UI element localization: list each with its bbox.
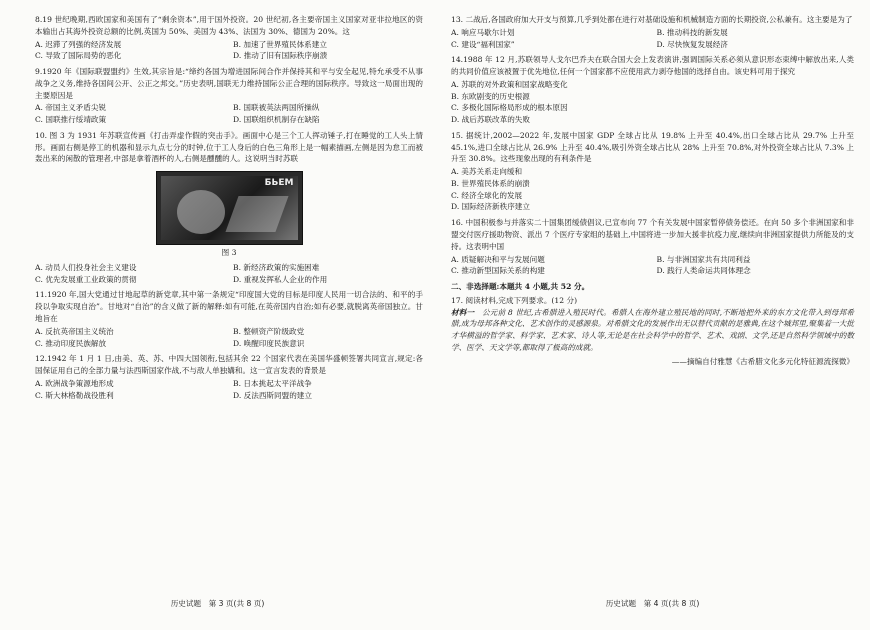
option-a: A. 反抗英帝国主义统治 (35, 326, 114, 336)
option-d: D. 重视发挥私人企业的作用 (233, 274, 328, 284)
question-9 (35, 66, 423, 126)
option-a: A. 欧洲战争策源地形成 (35, 378, 114, 388)
option-c: C. 多极化国际格局形成的根本原因 (451, 103, 568, 113)
question-stem: 12.1942 年 1 月 1 日,由美、英、苏、中四大国领衔,包括其余 22 个国家代表在美国华盛顿签署共同宣言,规定:各国保证用自己的全部力量与法西斯国家作战,不与敌人单独媾和。这一宣言发表的背景是 (35, 354, 423, 376)
question-10 (35, 130, 423, 286)
question-15 (451, 130, 854, 213)
page-footer: 历史试题 第 4 页(共 8 页) (605, 599, 700, 609)
question-13 (451, 14, 854, 50)
option-d: D. 反法西斯同盟的建立 (233, 390, 312, 400)
question-stem: 13. 二战后,各国政府加大开支与预算,几乎到处都在进行对基础设施和机械制造方面的长期投资,公私兼有。这主要是为了 (451, 15, 853, 24)
question-stem: 9.1920 年《国际联盟盟约》生效,其宗旨是:“缔约各国为增进国际间合作并保持其和平与安全起见,特允承受不从事战争之义务,维持各国间公开、公正之邦交。”历史表明,国联无力维持国际公正合理的国际秩序。导致这一局面出现的主要原因是 (35, 67, 423, 100)
option-d: D. 国际经济新秩序建立 (451, 202, 530, 212)
question-stem: 10. 图 3 为 1931 年苏联宣传画《打击弄虚作假的突击手》。画面中心是三个工人挥动锤子,打在睡觉的工人头上情形。画面右侧是停工的机器和显示九点七分的时钟,位于工人身后的白色三角形上是一幅素描画,左侧是因为怠工而被轰出来的闲散的管理者,中部是拿着酒杯的人,右侧是醺醺的人。这说明当时苏联 (35, 130, 423, 164)
option-a: A. 迟滞了列强的经济发展 (35, 39, 122, 49)
options (35, 262, 423, 286)
question-stem: 16. 中国积极参与并落实二十国集团缓债倡议,已宣布向 77 个有关发展中国家暂停债务偿还。在向 50 多个非洲国家和非盟交付医疗援助物资、派出 7 个医疗专家组的基础上,中国将进一步加大援非抗疫力度,继续向非洲国家提供力所能及的支持。这表明中国 (451, 218, 854, 251)
option-c: C. 优先发展重工业政策的贯彻 (35, 274, 137, 284)
option-b: B. 推动科技的新发展 (656, 27, 728, 37)
option-b: B. 整顿资产阶级政党 (233, 326, 305, 336)
options (451, 166, 854, 213)
option-c: C. 推动印度民族解放 (35, 338, 107, 348)
option-a: A. 质疑解决和平与发展问题 (451, 254, 545, 264)
question-stem: 14.1988 年 12 月,苏联领导人戈尔巴乔夫在联合国大会上发表演讲,强调国际关系必须从意识形态束缚中解放出来,人类的共同价值应该被置于优先地位,任何一个国家都不应使用武力剥夺他国的选择自由。该史料可用于探究 (451, 55, 854, 77)
poster-title: БЬЕМ (264, 178, 294, 189)
option-d: D. 践行人类命运共同体理念 (656, 266, 751, 276)
question-stem: 11.1920 年,国大党通过甘地起草的新党章,其中第一条规定“印度国大党的目标是印度人民用一切合法的、和平的手段以争取实现自治”。甘地对“自治”的含义做了新的解释:如有可能,在英帝国内自治;如有必要,就脱离英帝国独立。甘地旨在 (35, 290, 423, 324)
options (35, 102, 423, 126)
question-12 (35, 353, 423, 401)
option-d: D. 尽快恢复发展经济 (656, 39, 728, 49)
option-b: B. 加速了世界殖民体系建立 (233, 39, 327, 49)
option-b: B. 与非洲国家共有共同利益 (656, 254, 751, 264)
option-c: C. 国联推行绥靖政策 (35, 115, 107, 125)
question-11 (35, 289, 423, 349)
question-stem: 17. 阅读材料,完成下列要求。(12 分) (451, 295, 578, 305)
option-b: B. 国联被英法两国所操纵 (233, 103, 320, 113)
poster-figure-shape (177, 190, 225, 234)
option-d: D. 唤醒印度民族意识 (233, 338, 305, 348)
question-16 (451, 217, 854, 277)
option-a: A. 帝国主义矛盾尖锐 (35, 103, 107, 113)
option-a: A. 美苏关系走向缓和 (451, 167, 523, 177)
option-c: C. 推动新型国际关系的构建 (451, 266, 545, 276)
options (451, 254, 854, 278)
option-c: C. 经济全球化的发展 (451, 190, 523, 200)
option-c: C. 导致了国际局势的恶化 (35, 51, 122, 61)
option-c: C. 建设“福利国家” (451, 39, 515, 49)
option-b: B. 新经济政策的实施困难 (233, 262, 320, 272)
propaganda-poster-image (156, 171, 303, 245)
question-8 (35, 14, 423, 62)
question-stem: 8.19 世纪晚期,西欧国家和美国有了“剩余资本”,用于国外投资。20 世纪初,各主要帝国主义国家对亚非拉地区的资本输出占其海外投资总额的比例,英国为 50%、美国为 43%、法国为 30%、德国为 20%。这 (35, 15, 423, 36)
figure-caption: 图 3 (221, 248, 237, 258)
page-footer: 历史试题 第 3 页(共 8 页) (170, 599, 265, 609)
options (35, 39, 423, 63)
option-d: D. 国联组织机制存在缺陷 (233, 115, 320, 125)
section-heading: 二、非选择题:本题共 4 小题,共 52 分。 (451, 282, 590, 292)
question-stem: 15. 据统计,2002—2022 年,发展中国家 GDP 全球占比从 19.8% 上升至 40.4%,出口全球占比从 29.7% 上升至 45.1%,进口全球占比从 26.9% 上升至 40.4%,吸引外资全球占比从 28% 上升至 70.8%,对外投资全球占比从 7.3% 上升至 30.8%。这些现象出现的有利条件是 (451, 130, 854, 164)
options (35, 326, 423, 350)
material-text: 公元前 8 世纪,古希腊进入殖民时代。希腊人在海外建立殖民地的同时,不断地把外来的东方文化带入到母邦希腊,成为母邦各种文化、艺术创作的灵感源泉。对希腊文化的发展作出无以替代贡献的是雅典,在这个城邦里,聚集着一大批才华横溢的哲学家、科学家、艺术家、诗人等,无论是在社会科学中的哲学、艺术、戏剧、文学,还是自然科学领域中的数学、医学、天文学等,都取得了极高的成就。 (451, 307, 855, 352)
options (35, 378, 423, 402)
option-b: B. 日本挑起太平洋战争 (233, 378, 312, 388)
material-label: 材料一 (451, 307, 475, 317)
option-b: B. 东欧剧变的历史根源 (451, 91, 530, 101)
option-d: D. 推动了旧有国际秩序崩溃 (233, 51, 328, 61)
option-d: D. 战后苏联改革的失败 (451, 115, 530, 125)
option-a: A. 响应马歇尔计划 (451, 27, 515, 37)
option-a: A. 苏联的对外政策和国家战略变化 (451, 79, 568, 89)
option-b: B. 世界殖民体系的崩溃 (451, 178, 530, 188)
option-c: C. 斯大林格勒战役胜利 (35, 390, 114, 400)
options (451, 27, 854, 51)
question-17 (451, 295, 854, 368)
material-source: ——摘编自付雅慧《古希腊文化多元化特征源流探微》 (671, 356, 854, 366)
option-a: A. 动员人们投身社会主义建设 (35, 262, 137, 272)
options (451, 79, 854, 126)
right-page (435, 0, 870, 630)
question-14 (451, 54, 854, 126)
material-one (451, 307, 854, 354)
